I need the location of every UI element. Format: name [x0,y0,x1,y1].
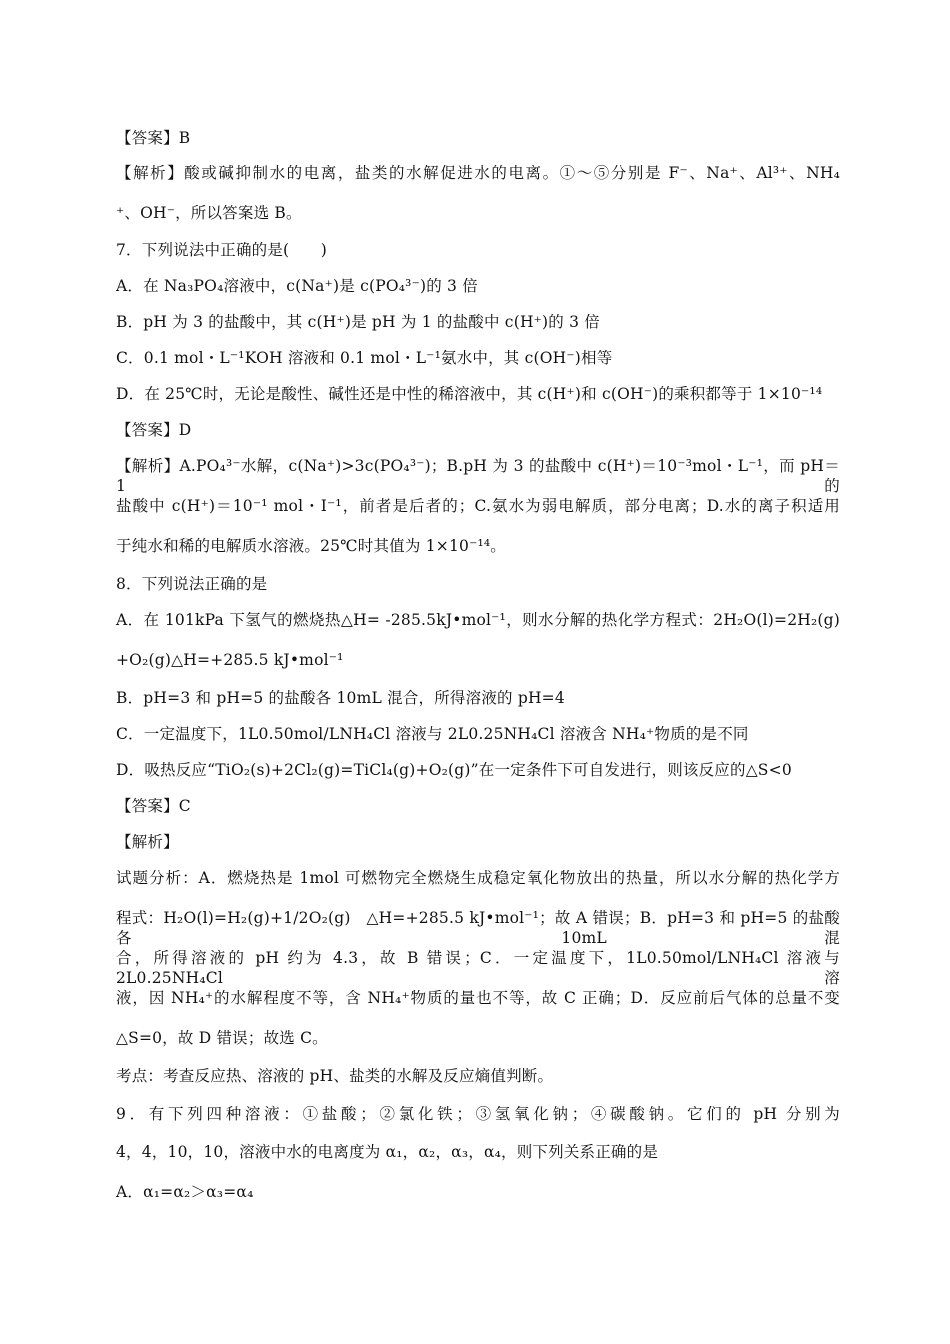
explanation-q6-line1: 【解析】酸或碱抑制水的电离，盐类的水解促进水的电离。①～⑤分别是 F⁻、Na⁺、Al³⁺、NH₄ [116,164,840,182]
explanation-q8-line2: 程式：H₂O(l)=H₂(g)+1/2O₂(g) △H=+285.5 kJ•mol⁻¹；故 A 错误；B．pH=3 和 pH=5 的盐酸各 10mL 混 [116,909,840,947]
explanation-q7-line1: 【解析】A.PO₄³⁻水解，c(Na⁺)>3c(PO₄³⁻)；B.pH 为 3 的盐酸中 c(H⁺)＝10⁻³mol・L⁻¹，而 pH＝1 的 [116,457,840,495]
question-7-option-c: C．0.1 mol・L⁻¹KOH 溶液和 0.1 mol・L⁻¹氨水中，其 c(OH⁻)相等 [116,349,613,367]
question-7-stem: 7．下列说法中正确的是( ) [116,241,327,259]
explanation-q8-line5: △S=0，故 D 错误；故选 C。 [116,1029,328,1047]
explanation-q6-line2: ⁺、OH⁻，所以答案选 B。 [116,204,302,222]
question-8-option-a-line1: A．在 101kPa 下氢气的燃烧热△H= -285.5kJ•mol⁻¹，则水分解的热化学方程式：2H₂O(l)=2H₂(g) [116,611,840,629]
explanation-q7-line3: 于纯水和稀的电解质水溶液。25℃时其值为 1×10⁻¹⁴。 [116,537,506,555]
question-8-option-b: B．pH=3 和 pH=5 的盐酸各 10mL 混合，所得溶液的 pH=4 [116,689,565,707]
question-8-option-d: D．吸热反应“TiO₂(s)+2Cl₂(g)=TiCl₄(g)+O₂(g)”在一定条件下可自发进行，则该反应的△S<0 [116,761,792,779]
question-7-option-b: B．pH 为 3 的盐酸中，其 c(H⁺)是 pH 为 1 的盐酸中 c(H⁺)的 3 倍 [116,313,600,331]
explanation-q7-line2: 盐酸中 c(H⁺)＝10⁻¹ mol・I⁻¹，前者是后者的；C.氨水为弱电解质，部分电离；D.水的离子积适用 [116,497,840,515]
explanation-q8-line4: 液，因 NH₄⁺的水解程度不等，含 NH₄⁺物质的量也不等，故 C 正确；D．反应前后气体的总量不变 [116,989,840,1007]
question-9-stem-line1: 9．有下列四种溶液：①盐酸；②氯化铁；③氢氧化钠；④碳酸钠。它们的 pH 分别为 [116,1105,840,1123]
answer-q8: 【答案】C [116,797,191,815]
question-8-option-c: C．一定温度下，1L0.50mol/LNH₄Cl 溶液与 2L0.25NH₄Cl 溶液含 NH₄⁺物质的是不同 [116,725,749,743]
explanation-q8-line3: 合，所得溶液的 pH 约为 4.3，故 B 错误；C．一定温度下，1L0.50mol/LNH₄Cl 溶液与 2L0.25NH₄Cl 溶 [116,949,840,987]
question-9-option-a: A．α₁=α₂＞α₃=α₄ [116,1183,254,1201]
question-9-stem-line2: 4，4，10，10，溶液中水的电离度为 α₁，α₂，α₃，α₄，则下列关系正确的是 [116,1143,659,1161]
answer-q7: 【答案】D [116,421,192,439]
question-7-option-d: D．在 25℃时，无论是酸性、碱性还是中性的稀溶液中，其 c(H⁺)和 c(OH⁻)的乘积都等于 1×10⁻¹⁴ [116,385,823,403]
explanation-q8-heading: 【解析】 [116,833,179,851]
question-8-stem: 8．下列说法正确的是 [116,575,268,593]
answer-q6: 【答案】B [116,129,191,147]
question-7-option-a: A．在 Na₃PO₄溶液中，c(Na⁺)是 c(PO₄³⁻)的 3 倍 [116,277,478,295]
question-8-option-a-line2: +O₂(g)△H=+285.5 kJ•mol⁻¹ [116,651,344,669]
explanation-q8-line1: 试题分析：A．燃烧热是 1mol 可燃物完全燃烧生成稳定氧化物放出的热量，所以水分解的热化学方 [116,869,840,887]
explanation-q8-topic: 考点：考查反应热、溶液的 pH、盐类的水解及反应熵值判断。 [116,1067,554,1085]
